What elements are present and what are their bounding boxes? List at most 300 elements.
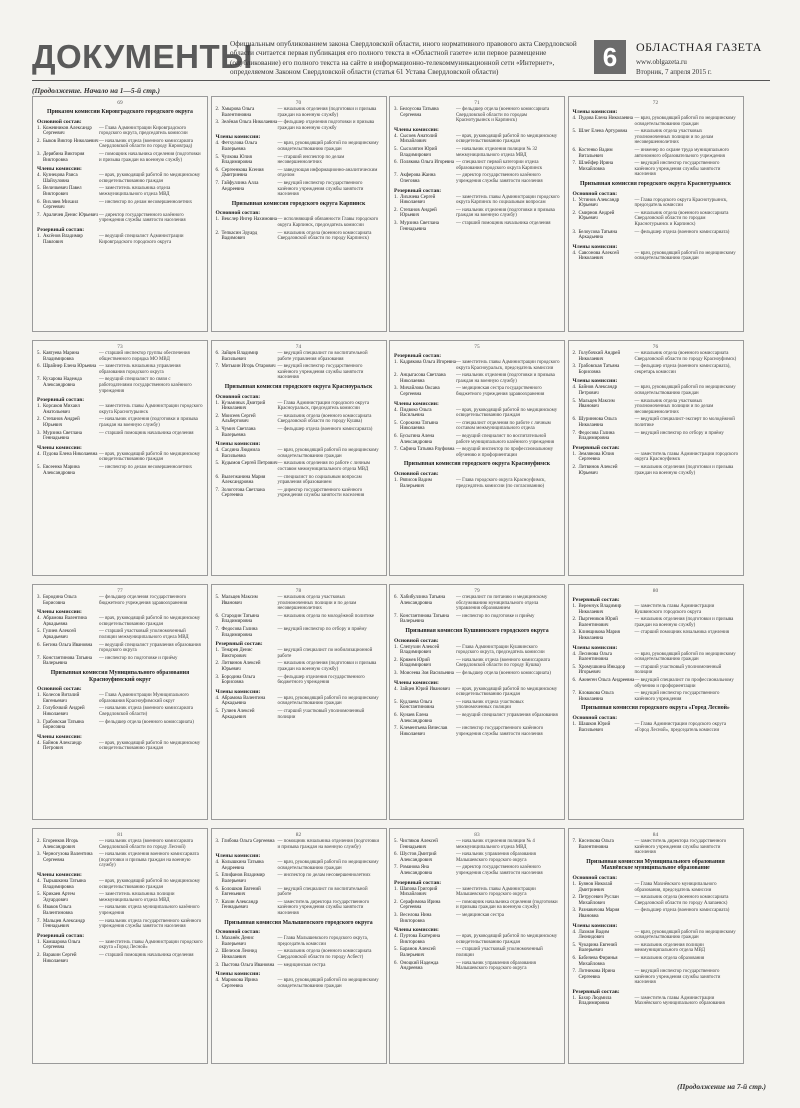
- member-row: [216, 351, 382, 362]
- member-row: [216, 141, 382, 152]
- member-position: — начальник отдела (военного комиссариата Свердловской области по городам Краснотурьинск и Карпинск): [634, 210, 729, 227]
- member-name: Шашков Юрий Васильевич: [578, 721, 611, 733]
- member-number: 1.: [394, 477, 398, 483]
- section-label: Резервный состав:: [572, 988, 620, 995]
- member-row: [37, 616, 203, 627]
- member-row: [394, 700, 560, 711]
- member-name: Клинщикова Мария Николаевна: [578, 630, 620, 641]
- member-row: [216, 839, 382, 850]
- member-row: [573, 630, 739, 641]
- member-position: — специалист отделения по работе с личным составом межмуниципального отдела: [456, 420, 551, 432]
- member-position: — начальник отдела (военного комиссариата Свердловской области по городу Кировград): [99, 138, 193, 150]
- committee-heading: Призывная комиссия городского округа Карпинск: [231, 200, 366, 207]
- member-row: [573, 895, 739, 906]
- member-number: 2.: [37, 952, 41, 958]
- member-name: Баранов Алексей Валерьевич: [400, 947, 436, 958]
- member-position: — ведущий инспектор по отбору и приёму: [634, 430, 724, 436]
- member-row: [37, 234, 203, 245]
- document-grid: [32, 96, 770, 1072]
- member-name: Шрайнер Елена Юрьевна: [43, 364, 97, 370]
- section-label: Основной состав:: [215, 210, 261, 217]
- block-number: 72: [652, 100, 659, 106]
- member-number: 7.: [215, 180, 220, 186]
- member-number: 2.: [37, 706, 41, 712]
- member-position: — заместитель директора государственного казённого учреждения службы занятости населения: [277, 899, 370, 916]
- member-name: Вихляев Михаил Сергеевич: [43, 199, 79, 211]
- section-label: Члены комиссии:: [394, 679, 439, 686]
- member-position: — врач, руководящий работой по медицинскому освидетельствованию граждан: [456, 934, 558, 945]
- member-name: Аксёнов Владимир Павлович: [43, 233, 83, 245]
- member-position: — врач, руководящий работой по медицинскому освидетельствованию граждан: [456, 407, 558, 419]
- member-position: — начальник отделения (подготовки и призыва граждан на военную службу): [456, 207, 555, 219]
- member-position: — начальник отделения (подготовки и призыва граждан на военную службу): [277, 661, 377, 672]
- block-number: 70: [295, 100, 302, 106]
- section-label: Резервный состав:: [37, 226, 85, 233]
- member-number: 6.: [572, 417, 577, 423]
- paper-name: ОБЛАСТНАЯ ГАЗЕТА: [636, 40, 762, 54]
- document-block: [389, 96, 565, 332]
- member-name: Абрамова Валентина Аркадьевна: [43, 616, 87, 627]
- member-position: — ведущий специалист управления образования городского округа: [99, 642, 201, 654]
- section-label: Основной состав:: [215, 393, 261, 400]
- member-number: 5.: [572, 664, 577, 670]
- member-name: Сафина Татьяна Рауфовна: [400, 447, 455, 453]
- member-number: 6.: [215, 351, 220, 356]
- member-name: Кудымов Сергей Петрович: [221, 461, 278, 467]
- member-number: 4.: [37, 616, 41, 622]
- member-position: — врач, руководящий работой по медицинскому освидетельствованию граждан: [634, 116, 736, 127]
- member-name: Хабибуллина Татьяна Александровна: [400, 595, 446, 606]
- member-number: 2.: [37, 138, 41, 144]
- member-number: 3.: [215, 839, 220, 844]
- member-position: — начальник отделения (подготовки и призыва граждан на военную службу): [634, 617, 734, 628]
- member-number: 5.: [37, 464, 41, 470]
- member-position: — врач, руководящий работой по медицинскому освидетельствованию граждан: [99, 878, 201, 890]
- member-number: 1.: [572, 721, 577, 727]
- member-number: 4.: [37, 878, 41, 884]
- member-position: — заместитель начальника полиции межмуниципального отдела МВД: [99, 892, 175, 903]
- member-number: 1.: [394, 194, 398, 200]
- member-number: 5.: [37, 351, 41, 356]
- member-row: [394, 852, 560, 863]
- member-number: 6.: [394, 960, 398, 966]
- member-name: Полякова Ольга Игоревна: [400, 160, 454, 166]
- member-position: — врач, руководящий работой по медицинскому освидетельствованию граждан: [277, 448, 379, 459]
- member-position: — Глава городского округа Красноуфимск, председатель комиссии (по согласованию): [456, 477, 546, 489]
- member-row: [37, 892, 203, 903]
- member-position: — заведующая информационно-аналитическим отделом: [277, 167, 378, 179]
- member-number: 5.: [215, 873, 220, 879]
- member-name: Пудова Елена Николаевна: [578, 116, 633, 121]
- member-name: Иваков Ольга Валентиновна: [43, 905, 73, 916]
- member-number: 4.: [572, 651, 577, 657]
- member-name: Зайцев Юрий Иванович: [400, 686, 450, 692]
- member-row: [37, 720, 203, 731]
- member-row: [37, 465, 203, 476]
- section-label: Члены комиссии:: [572, 644, 618, 651]
- member-row: [573, 465, 739, 476]
- member-row: [573, 211, 739, 228]
- section-title: ДОКУМЕНТЫ: [32, 38, 253, 75]
- member-row: [216, 614, 382, 625]
- member-row: [37, 852, 203, 869]
- member-row: [37, 200, 203, 211]
- member-row: [394, 913, 560, 924]
- member-position: — инспектор по делам несовершеннолетних: [99, 199, 193, 205]
- member-row: [37, 953, 203, 964]
- committee-heading: Призывная комиссия городского округа Краснотурьинск: [579, 180, 731, 187]
- member-name: Лихачева Сергей Николаевич: [400, 194, 436, 206]
- member-row: [394, 160, 560, 171]
- document-block: [211, 828, 387, 1064]
- member-position: — начальник отделения (подготовки и призыва граждан на военную службу): [634, 464, 734, 476]
- member-name: Пудова Елена Николаевна: [43, 451, 98, 457]
- member-row: [573, 129, 739, 146]
- member-name: Кряжев Юрий Владимирович: [400, 657, 431, 669]
- member-number: 3.: [37, 719, 41, 725]
- member-number: 5.: [215, 595, 220, 600]
- member-row: [573, 882, 739, 893]
- member-name: Лесинова Ольга Валентиновна: [578, 651, 612, 663]
- member-number: 2.: [394, 657, 398, 663]
- member-row: [573, 198, 739, 209]
- member-number: 7.: [572, 969, 577, 975]
- member-row: [37, 152, 203, 163]
- member-name: Тырышкина Татьяна Владимировна: [43, 878, 86, 890]
- member-position: — начальник отдела участковых уполномоченных полиции и по делам несовершеннолетних: [277, 595, 357, 612]
- member-position: — ведущий инспектор государственного казённого учреждения службы занятости населения: [277, 180, 364, 198]
- member-number: 6.: [215, 474, 220, 480]
- member-number: 3.: [215, 674, 220, 680]
- member-number: 4.: [572, 385, 577, 391]
- member-name: Шапова Григорий Михайлович: [400, 886, 438, 898]
- member-name: Быков Виктор Николаевич: [43, 138, 99, 144]
- member-number: 3.: [37, 852, 41, 858]
- member-name: Величкевич Павел Викторович: [43, 186, 82, 197]
- member-number: 7.: [215, 364, 220, 370]
- member-number: 7.: [37, 918, 41, 924]
- member-position: — врач, руководящий работой по медицинскому освидетельствованию граждан: [634, 929, 736, 941]
- member-number: 6.: [37, 905, 41, 911]
- member-row: [37, 693, 203, 704]
- member-number: 4.: [215, 448, 220, 454]
- member-number: 2.: [37, 839, 41, 844]
- committee-heading: Призывная комиссия Муниципального образования Красноуфимский округ: [50, 669, 190, 683]
- member-row: [573, 969, 739, 986]
- member-name: Шуриннова Ольга Николаевна: [578, 417, 617, 428]
- member-number: 6.: [215, 167, 220, 173]
- member-number: 2.: [394, 899, 398, 905]
- website-link[interactable]: www.oblgazeta.ru: [636, 58, 687, 66]
- member-position: — начальник отдела образования: [634, 955, 705, 961]
- member-number: 2.: [572, 464, 577, 470]
- block-number: 81: [117, 832, 123, 838]
- member-row: [216, 648, 382, 659]
- member-row: [37, 940, 203, 951]
- member-name: Зайцев Владимир Васильевич: [221, 351, 259, 362]
- member-row: [216, 860, 382, 871]
- member-position: — инспектор по делам несовершеннолетних: [99, 464, 193, 470]
- member-number: 7.: [572, 839, 577, 844]
- member-position: — заместитель главы Администрации Махнёвского муниципального образования: [634, 995, 725, 1007]
- member-row: [37, 213, 203, 224]
- block-number: 71: [474, 100, 480, 106]
- member-position: — врач, руководящий работой по медицинскому освидетельствованию граждан: [634, 250, 736, 262]
- member-position: — заместитель главы Администрации городского округа Карпинск по социальным вопросам: [456, 194, 560, 206]
- member-name: Евсеенко Марина Александровна: [43, 464, 80, 476]
- document-block: [32, 584, 208, 820]
- member-name: Глибова Ольга Сергеевна: [221, 839, 275, 844]
- member-name: Землянова Юлия Сергеевна: [578, 451, 614, 463]
- section-label: Члены комиссии:: [394, 400, 439, 407]
- member-row: [573, 956, 739, 967]
- member-position: — начальник управления образования Малышевского городского округа: [456, 852, 536, 863]
- member-row: [216, 475, 382, 486]
- member-name: Кузьминых Дмитрий Николаевич: [221, 400, 266, 412]
- member-position: — ведущий специалист по профессиональному обучению и профориентации: [634, 677, 734, 689]
- member-position: — заместитель главы Администрации городского округа Красноуральск, председатель комиссии: [456, 360, 560, 371]
- member-position: — начальник отдела (военного комиссариата Свердловской области по городу Асбест): [277, 949, 372, 960]
- member-position: — заместитель главы Администрации Кушвинского городского округа: [634, 604, 715, 615]
- member-name: Колесов Виталий Евгеньевич: [43, 693, 80, 704]
- member-number: 5.: [215, 708, 220, 714]
- member-row: [216, 427, 382, 438]
- member-number: 6.: [37, 364, 41, 370]
- section-label: Члены комиссии:: [572, 922, 618, 929]
- member-name: Лахман Вадим Леонидович: [578, 929, 610, 941]
- member-position: — ведущий специалист Администрации Кировградского городского округа: [99, 233, 184, 245]
- member-number: 1.: [572, 197, 577, 203]
- block-number: 79: [474, 588, 480, 594]
- member-number: 1.: [394, 644, 398, 650]
- member-position: — медицинская сестра: [277, 962, 326, 968]
- member-number: 7.: [394, 865, 398, 871]
- document-block: [32, 96, 208, 332]
- member-row: [573, 604, 739, 615]
- member-number: 2.: [215, 949, 220, 955]
- member-position: — заместитель главы Администрации городского округа «Город Лесной»: [99, 939, 203, 951]
- member-row: [394, 947, 560, 958]
- document-block: [389, 340, 565, 576]
- member-number: 4.: [572, 929, 577, 935]
- member-name: Марюкова Ирина Сергеевна: [221, 978, 258, 989]
- member-name: Пидвоко Ольга Васильевна: [400, 407, 432, 419]
- member-position: — ведущий специалист-эксперт по молодёжной политике: [634, 417, 735, 428]
- member-number: 5.: [215, 154, 220, 160]
- document-block: [568, 340, 744, 576]
- member-name: Шлейфер Ирина Михайловна: [578, 161, 614, 172]
- member-row: [216, 978, 382, 989]
- member-position: — начальник отдела (военного комиссариата Свердловской области по городу Красноуфимск): [634, 351, 737, 362]
- member-position: — Глава Администрации Муниципального образования Красноуфимский округ: [99, 693, 189, 704]
- block-number: 76: [652, 344, 659, 350]
- section-label: Резервный состав:: [37, 397, 85, 404]
- member-row: [394, 107, 560, 124]
- member-name: Варакин Сергей Николаевич: [43, 952, 77, 964]
- member-number: 5.: [572, 398, 577, 404]
- member-row: [216, 217, 382, 228]
- member-name: Бородина Ольга Борисовна: [43, 595, 77, 606]
- block-number: 75: [474, 344, 480, 350]
- member-number: 4.: [37, 451, 41, 457]
- member-row: [394, 360, 560, 371]
- member-position: — начальник отдела (военного комиссариата Свердловской области): [99, 706, 193, 717]
- member-row: [573, 665, 739, 676]
- member-row: [216, 887, 382, 898]
- member-row: [37, 139, 203, 150]
- issue-date: Вторник, 7 апреля 2015 г.: [636, 68, 712, 76]
- member-row: [573, 230, 739, 241]
- member-name: Мурзина Светлана Геннадьевна: [43, 430, 82, 442]
- member-row: [573, 943, 739, 954]
- member-name: Серафимова Ирина Сергеевна: [400, 899, 441, 911]
- member-position: — врач, руководящий работой по медицинскому освидетельствованию граждан: [277, 860, 379, 871]
- member-name: Шелехов Леонид Николаевич: [221, 949, 258, 960]
- member-number: 7.: [572, 691, 577, 697]
- member-number: 4.: [37, 173, 41, 179]
- member-name: Веремчук Владимир Николаевич: [578, 604, 622, 615]
- member-row: [216, 675, 382, 686]
- member-row: [573, 691, 739, 702]
- member-name: Бородина Ольга Борисовна: [221, 674, 255, 686]
- member-position: — фельдшер отдела (военного комиссариата): [99, 719, 194, 725]
- member-position: — начальник отделения (подготовки и призыва граждан на военную службу): [456, 373, 555, 384]
- member-number: 3.: [37, 595, 41, 600]
- block-number: 73: [117, 344, 123, 350]
- member-position: — специалист по питанию и медицинскому обслуживанию муниципального отдела управления образованием: [456, 595, 548, 612]
- member-number: 2.: [215, 413, 220, 419]
- document-block: [211, 96, 387, 332]
- member-number: 6.: [37, 199, 41, 205]
- member-number: 5.: [394, 947, 398, 953]
- member-name: Болошков Евгений Евгеньевич: [221, 886, 261, 898]
- member-row: [394, 408, 560, 419]
- member-number: 3.: [37, 430, 41, 436]
- member-name: Кахин Александр Геннадьевич: [221, 899, 259, 911]
- member-position: — директор государственного казённого учреждения службы занятости населения: [456, 173, 543, 184]
- member-number: 1.: [572, 881, 577, 887]
- document-block: [568, 584, 744, 820]
- member-name: Кунаев Елена Александровна: [400, 712, 432, 724]
- section-label: Члены комиссии:: [572, 243, 618, 250]
- member-row: [394, 386, 560, 397]
- member-number: 2.: [572, 210, 577, 216]
- member-row: [394, 195, 560, 206]
- member-position: — начальник отдела (военного комиссариата Свердловской области по городу Кушва): [456, 657, 550, 669]
- member-row: [216, 873, 382, 884]
- section-label: Члены комиссии:: [37, 444, 82, 451]
- member-row: [216, 696, 382, 707]
- member-row: [394, 373, 560, 384]
- member-name: Гулиев Алексей Аркадьевич: [221, 708, 255, 720]
- member-number: 5.: [37, 892, 41, 898]
- member-row: [394, 900, 560, 911]
- member-row: [394, 421, 560, 432]
- member-number: 7.: [394, 447, 398, 453]
- member-name: Оноцкий Надежда Андреевна: [400, 960, 439, 972]
- member-position: — старший помощник начальника отделения: [634, 630, 730, 636]
- member-row: [394, 658, 560, 669]
- member-number: 4.: [572, 116, 577, 121]
- member-name: Романова Яна Александровна: [400, 865, 432, 876]
- member-name: Пуртова Екатерина Викторовна: [400, 934, 441, 945]
- member-row: [216, 461, 382, 472]
- document-block: [389, 584, 565, 820]
- member-name: Фетхулова Ольга Валерьевна: [221, 141, 258, 152]
- member-name: Мальцев Александр Геннадьевич: [43, 918, 85, 930]
- member-position: — фельдшер отдела (военного комиссариата), секретарь комиссии: [634, 364, 731, 375]
- member-name: Константинова Татьяна Валерьевна: [400, 613, 450, 625]
- member-name: Константинова Татьяна Валерьевна: [43, 655, 93, 667]
- block-number: 78: [295, 588, 302, 594]
- member-position: — инспектор государственного казённого учреждения службы занятости населения: [456, 726, 544, 737]
- member-position: — старший помощник начальника отделения: [99, 952, 194, 958]
- member-position: — заместитель начальника отдела межмуниципального отдела МВД: [99, 186, 171, 197]
- member-number: 2.: [572, 617, 577, 623]
- member-row: [37, 741, 203, 752]
- member-number: 6.: [572, 677, 577, 683]
- member-position: — ведущий специалист по воспитательной работе управления образования: [277, 351, 368, 362]
- member-number: 7.: [394, 726, 398, 732]
- member-position: — начальник отдела государственного казённого учреждения службы занятости населения: [99, 918, 202, 930]
- section-label: Члены комиссии:: [394, 126, 439, 133]
- member-number: 2.: [572, 895, 577, 901]
- member-row: [573, 161, 739, 178]
- member-name: Стародин Татьяна Владимировна: [221, 613, 260, 625]
- section-label: Основной состав:: [572, 874, 618, 881]
- member-name: Абрамова Валентина Аркадьевна: [221, 695, 266, 707]
- member-position: — начальник отделения полиции № 32 межмуниципального отдела МВД: [456, 146, 538, 158]
- member-position: — врач, руководящий работой по медицинскому освидетельствованию граждан: [99, 451, 201, 463]
- member-name: Моисеев Сергей Альбертович: [221, 413, 256, 425]
- member-name: Камшарова Ольга Сергеевна: [43, 939, 81, 951]
- member-name: Араличев Денис Юрьевич: [43, 212, 98, 218]
- member-position: — врач, руководящий работой по медицинскому освидетельствованию граждан: [277, 141, 379, 152]
- section-label: Резервный состав:: [572, 597, 620, 603]
- document-block: [568, 828, 744, 1064]
- member-row: [216, 401, 382, 412]
- member-row: [573, 996, 739, 1007]
- member-name: Кухарова Надежда Александровна: [43, 377, 82, 388]
- block-number: 77: [117, 588, 123, 594]
- member-name: Мичайлова Оксана Сергеевна: [400, 386, 440, 397]
- member-position: — ведущий инспектор государственного казённого учреждения службы занятости населения: [634, 969, 721, 986]
- member-row: [573, 364, 739, 375]
- member-row: [216, 364, 382, 381]
- member-row: [216, 448, 382, 459]
- section-label: Основной состав:: [215, 929, 261, 936]
- member-number: 2.: [394, 207, 398, 213]
- member-number: 1.: [37, 693, 41, 699]
- member-position: — специалист по социальным вопросам управления образованием: [277, 474, 362, 486]
- member-number: 4.: [572, 250, 577, 256]
- member-name: Шлег Елена Артуровна: [578, 129, 628, 135]
- member-number: 1.: [37, 233, 41, 239]
- member-position: — начальник отдела (военного комиссариата Свердловской области по городу Кушва): [277, 413, 372, 425]
- member-number: 4.: [37, 740, 41, 746]
- member-number: 3.: [394, 107, 398, 112]
- member-name: Епифанов Владимир Валерьевич: [221, 873, 265, 884]
- member-name: Гулиев Алексей Аркадьевич: [43, 629, 77, 640]
- member-name: Костенко Вадим Витальевич: [578, 147, 613, 159]
- member-name: Сысоев Анатолий Михайлович: [400, 133, 438, 145]
- member-number: 3.: [394, 912, 398, 918]
- member-row: [573, 617, 739, 628]
- member-number: 1.: [215, 400, 220, 406]
- member-position: — начальник отделения (подготовки и призыва граждан на военную службу): [99, 417, 198, 428]
- member-row: [573, 452, 739, 463]
- member-name: Егоренков Игорь Александрович: [43, 839, 79, 850]
